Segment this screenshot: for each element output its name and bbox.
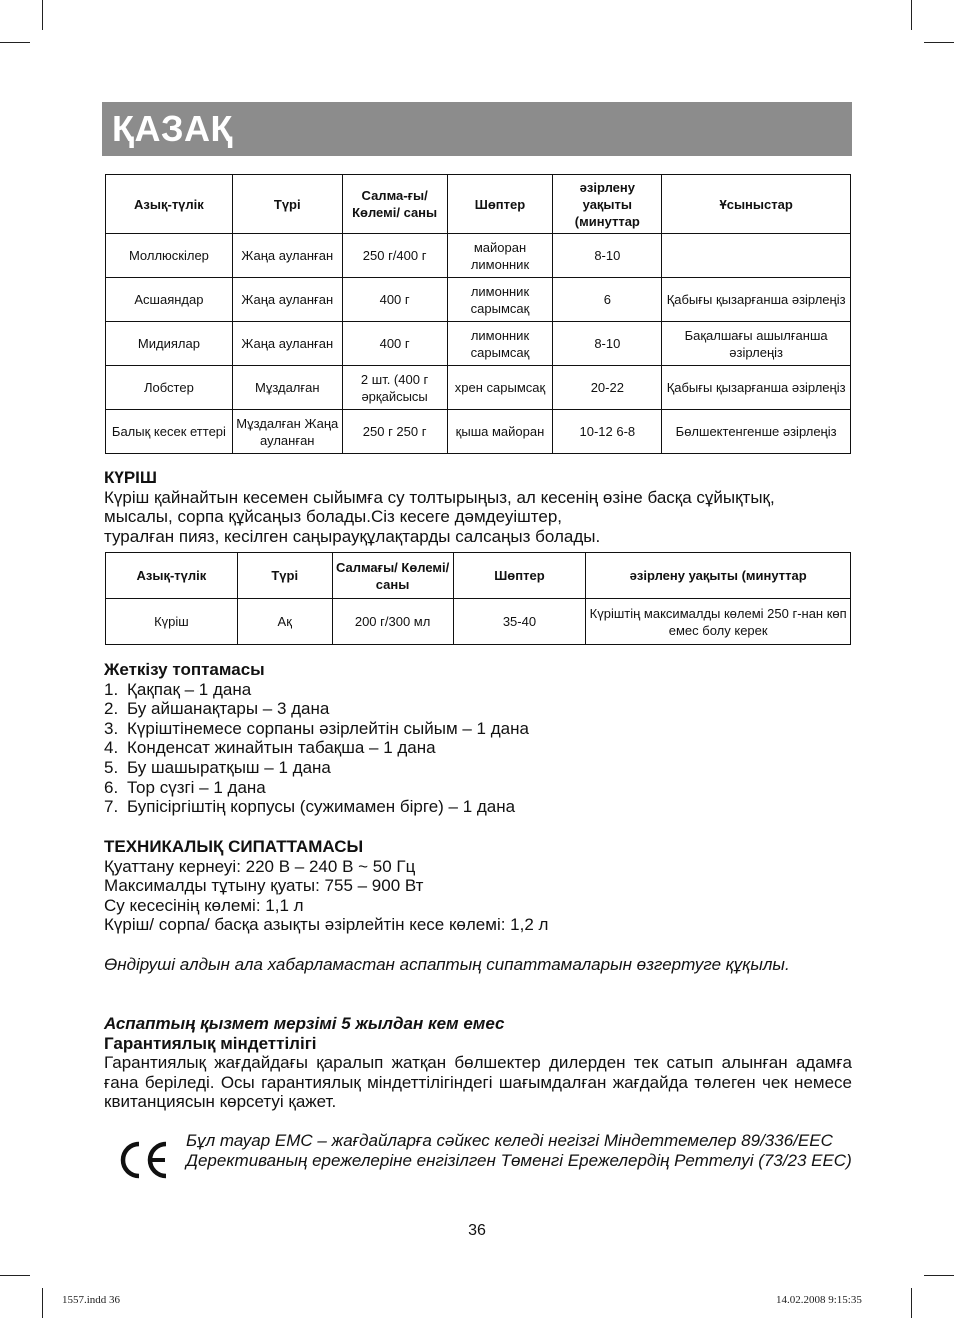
- rice-section: [104, 468, 852, 546]
- table-cell: Асшаяндар: [106, 278, 233, 322]
- table-row: [106, 410, 851, 454]
- table-cell: Жаңа ауланған: [232, 278, 342, 322]
- list-item: [104, 680, 852, 700]
- spec-line: Су кесесінің көлемі: 1,1 л: [104, 895, 304, 915]
- column-header: Түрі: [232, 175, 342, 234]
- table-cell: хрен сарымсақ: [447, 366, 553, 410]
- warranty-title: Гарантиялық міндеттілігі: [104, 1033, 317, 1053]
- section-header-bar: [102, 102, 852, 156]
- list-number: 2.: [104, 699, 119, 719]
- rice-title: КҮРІШ: [104, 468, 157, 487]
- column-header: Шөптер: [447, 175, 553, 234]
- specs-section: [104, 837, 852, 935]
- specs-title: ТЕХНИКАЛЫҚ СИПАТТАМАСЫ: [104, 837, 364, 856]
- list-item: [104, 758, 852, 778]
- list-text: Күріштінемесе сорпаны әзірлейтін сыйым – 1 дана: [127, 718, 529, 738]
- list-text: Бу шашыратқыш – 1 дана: [127, 757, 331, 777]
- table-cell: Мұздалған Жаңа ауланған: [232, 410, 342, 454]
- crop-mark: [924, 42, 954, 43]
- table-cell: 250 г 250 г: [342, 410, 447, 454]
- table-cell: 250 г/400 г: [342, 234, 447, 278]
- list-text: Бупісіргіштің корпусы (сужимамен бірге) – 1 дана: [127, 797, 516, 817]
- seafood-table: [105, 174, 851, 454]
- table-cell: 8-10: [553, 322, 662, 366]
- table-cell: Ақ: [237, 599, 332, 645]
- table-header-row: [106, 553, 851, 599]
- table-row: [106, 599, 851, 645]
- package-title: Жеткізу топтамасы: [104, 660, 265, 679]
- column-header: Ұсыныстар: [662, 175, 851, 234]
- crop-mark: [0, 1275, 30, 1276]
- table-cell: Қабығы қызарғанша әзірлеңіз: [662, 366, 851, 410]
- table-cell: лимонник сарымсақ: [447, 278, 553, 322]
- list-item: [104, 797, 852, 817]
- list-item: [104, 738, 852, 758]
- table-cell: 8-10: [553, 234, 662, 278]
- table-cell: 2 шт. (400 г әрқайсысы: [342, 366, 447, 410]
- package-section: [104, 660, 852, 817]
- list-text: Қақпақ – 1 дана: [127, 679, 252, 699]
- column-header: Шөптер: [453, 553, 586, 599]
- list-text: Конденсат жинайтын табақша – 1 дана: [127, 738, 436, 758]
- table-cell: Моллюскілер: [106, 234, 233, 278]
- crop-mark: [924, 1275, 954, 1276]
- crop-mark: [911, 1288, 912, 1318]
- table-cell: 200 г/300 мл: [332, 599, 453, 645]
- package-list: [104, 680, 852, 817]
- table-cell: Мұздалған: [232, 366, 342, 410]
- print-slug-file: 1557.indd 36: [62, 1294, 121, 1306]
- table-cell: 400 г: [342, 278, 447, 322]
- column-header: Түрі: [237, 553, 332, 599]
- print-slug-date: 14.02.2008 9:15:35: [776, 1294, 862, 1306]
- table-cell: Күріштің максималды көлемі 250 г-нан көп емес болу керек: [586, 599, 851, 645]
- column-header: Азық-түлік: [106, 553, 238, 599]
- warranty-section: [104, 1014, 852, 1112]
- table-row: [106, 278, 851, 322]
- rice-table: [105, 552, 851, 645]
- rice-text-line: Күріш қайнайтын кесемен сыйымға су толтырыңыз, ал кесенің өзіне басқа сұйықтық,: [104, 487, 775, 507]
- table-cell: [662, 234, 851, 278]
- table-cell: Мидиялар: [106, 322, 233, 366]
- table-cell: 35-40: [453, 599, 586, 645]
- column-header: Азық-түлік: [106, 175, 233, 234]
- rice-text-line: туралған пияз, кесілген саңырауқұлақтарды салсаңыз болады.: [104, 526, 601, 546]
- list-item: [104, 778, 852, 798]
- service-life: Аспаптың қызмет мерзімі 5 жылдан кем емес: [104, 1014, 505, 1033]
- warranty-text: Гарантиялық жағдайдағы қаралып жатқан бөлшектер дилерден тек сатып алынған адамға ғана беріледі. Осы гарантиялық міндеттілігіндегі шағымдалған жағдайда төлеген чек немесе квитанциясын көрсетуі қажет.: [104, 1053, 852, 1112]
- table-row: [106, 322, 851, 366]
- list-item: [104, 719, 852, 739]
- table-cell: Балық кесек еттері: [106, 410, 233, 454]
- list-number: 4.: [104, 738, 119, 758]
- table-cell: қыша майоран: [447, 410, 553, 454]
- manufacturer-note: Өндіруші алдын ала хабарламастан аспаптың сипаттамаларын өзгертуге құқылы.: [104, 955, 790, 974]
- column-header: әзірлену уақыты (минуттар: [586, 553, 851, 599]
- table-cell: 400 г: [342, 322, 447, 366]
- table-header-row: [106, 175, 851, 234]
- rice-text-line: мысалы, сорпа құйсаңыз болады.Сіз кесеге дәмдеуіштер,: [104, 507, 562, 527]
- crop-mark: [42, 1288, 43, 1318]
- list-number: 6.: [104, 777, 119, 797]
- column-header: Салма-ғы/ Көлемі/ саны: [342, 175, 447, 234]
- list-text: Тор сүзгі – 1 дана: [127, 777, 266, 797]
- table-row: [106, 234, 851, 278]
- page-number: 36: [468, 1222, 486, 1239]
- table-cell: лимонник сарымсақ: [447, 322, 553, 366]
- spec-line: Максималды тұтыну қуаты: 755 – 900 Вт: [104, 876, 424, 896]
- column-header: әзірлену уақыты (минуттар: [553, 175, 662, 234]
- table-cell: Жаңа ауланған: [232, 234, 342, 278]
- table-cell: Қабығы қызарғанша әзірлеңіз: [662, 278, 851, 322]
- spec-line: Күріш/ сорпа/ басқа азықты әзірлейтін кесе көлемі: 1,2 л: [104, 915, 549, 935]
- list-number: 5.: [104, 757, 119, 777]
- table-cell: 10-12 6-8: [553, 410, 662, 454]
- table-cell: 6: [553, 278, 662, 322]
- table-cell: майоран лимонник: [447, 234, 553, 278]
- list-number: 7.: [104, 797, 119, 817]
- crop-mark: [911, 0, 912, 30]
- section-title: ҚАЗАҚ: [112, 108, 233, 149]
- ce-compliance-text: Бұл тауар ЕМС – жағдайларға сәйкес келеді негізгі Міндеттемелер 89/336/ЕЕС Дерективаның ережелеріне енгізілген Төменгі Ережелердің Реттелуі (73/23 ЕЕС): [186, 1131, 852, 1170]
- table-cell: Күріш: [106, 599, 238, 645]
- table-cell: Лобстер: [106, 366, 233, 410]
- table-cell: 20-22: [553, 366, 662, 410]
- list-number: 3.: [104, 718, 119, 738]
- spec-line: Қуаттану кернеуі: 220 В – 240 В ~ 50 Гц: [104, 856, 416, 876]
- table-cell: Жаңа ауланған: [232, 322, 342, 366]
- table-row: [106, 366, 851, 410]
- crop-mark: [42, 0, 43, 30]
- table-cell: Бөлшектенгенше әзірлеңіз: [662, 410, 851, 454]
- table-cell: Бақалшағы ашылғанша әзірлеңіз: [662, 322, 851, 366]
- crop-mark: [0, 42, 30, 43]
- list-text: Бу айшанақтары – 3 дана: [127, 699, 330, 719]
- list-item: [104, 699, 852, 719]
- ce-mark-logo: [118, 1140, 170, 1180]
- list-number: 1.: [104, 679, 119, 699]
- column-header: Салмағы/ Көлемі/ саны: [332, 553, 453, 599]
